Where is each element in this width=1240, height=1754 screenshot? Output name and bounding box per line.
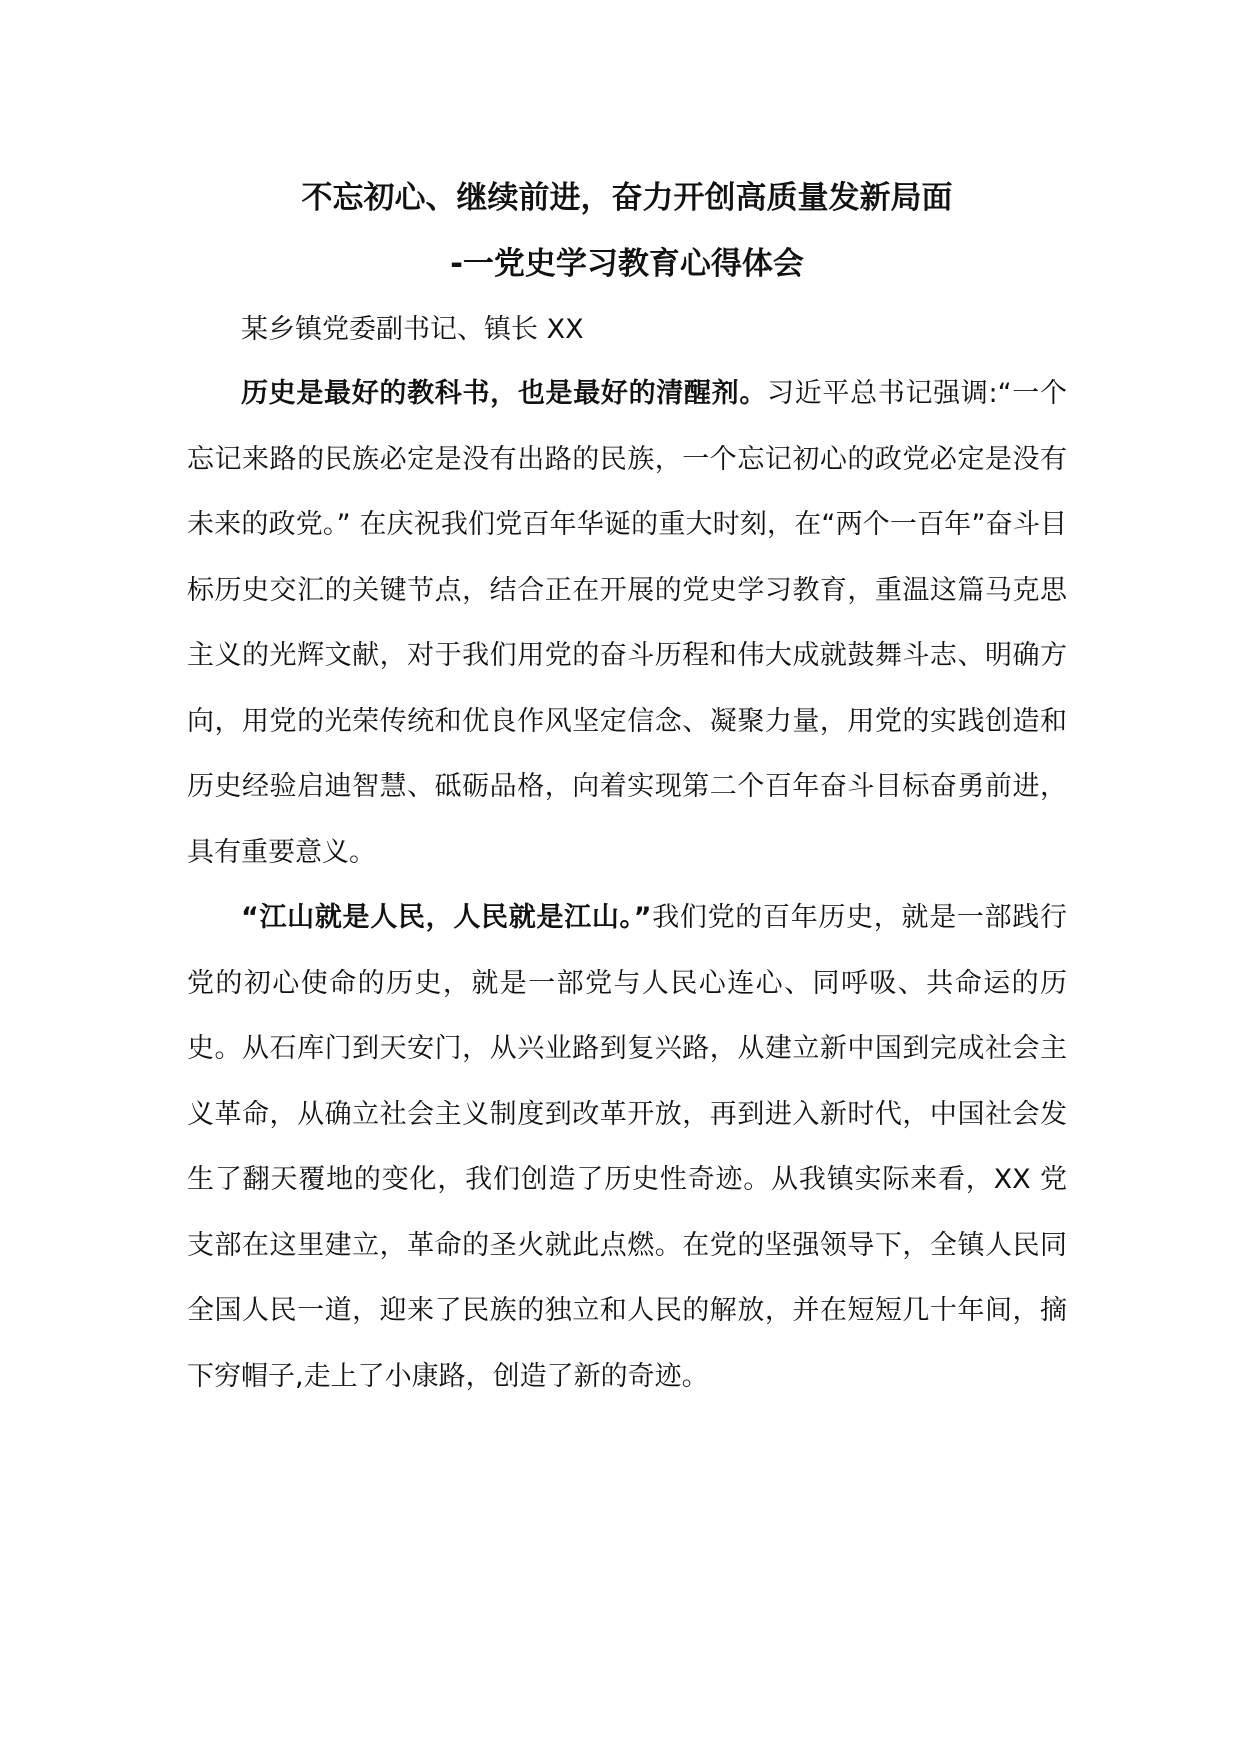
paragraph-1-body: 习近平总书记强调:“一个忘记来路的民族必定是没有出路的民族，一个忘记初心的政党必定是没有未来的政党。” 在庆祝我们党百年华诞的重大时刻，在“两个一百年”奋斗目标历史交汇的关键节点，结合正在开展的党史学习教育，重温这篇马克思主义的光辉文献，对于我们用党的奋斗历程和伟大成就鼓舞斗志、明确方向，用党的光荣传统和优良作风坚定信念、凝聚力量，用党的实践创造和历史经验启迪智慧、砥砺品格，向着实现第二个百年奋斗目标奋勇前进，具有重要意义。 bbox=[187, 378, 1067, 868]
paragraph-2-lead: “江山就是人民，人民就是江山。” bbox=[241, 902, 652, 933]
paragraph-1 bbox=[187, 361, 1067, 885]
paragraph-2 bbox=[187, 885, 1067, 1409]
paragraph-1-lead: 历史是最好的教科书，也是最好的清醒剂。 bbox=[241, 378, 768, 409]
document-body bbox=[187, 176, 1067, 1409]
author-line: 某乡镇党委副书记、镇长 XX bbox=[241, 314, 584, 345]
document-subtitle: -一党史学习教育心得体会 bbox=[450, 246, 804, 282]
document-title: 不忘初心、继续前进，奋力开创高质量发新局面 bbox=[301, 180, 953, 216]
paragraph-2-body: 我们党的百年历史，就是一部践行党的初心使命的历史，就是一部党与人民心连心、同呼吸、共命运的历史。从石库门到天安门，从兴业路到复兴路，从建立新中国到完成社会主义革命，从确立社会主义制度到改革开放，再到进入新时代，中国社会发生了翻天覆地的变化，我们创造了历史性奇迹。从我镇实际来看，XX 党支部在这里建立，革命的圣火就此点燃。在党的坚强领导下，全镇人民同全国人民一道，迎来了民族的独立和人民的解放，并在短短几十年间，摘下穷帽子,走上了小康路，创造了新的奇迹。 bbox=[187, 902, 1067, 1392]
